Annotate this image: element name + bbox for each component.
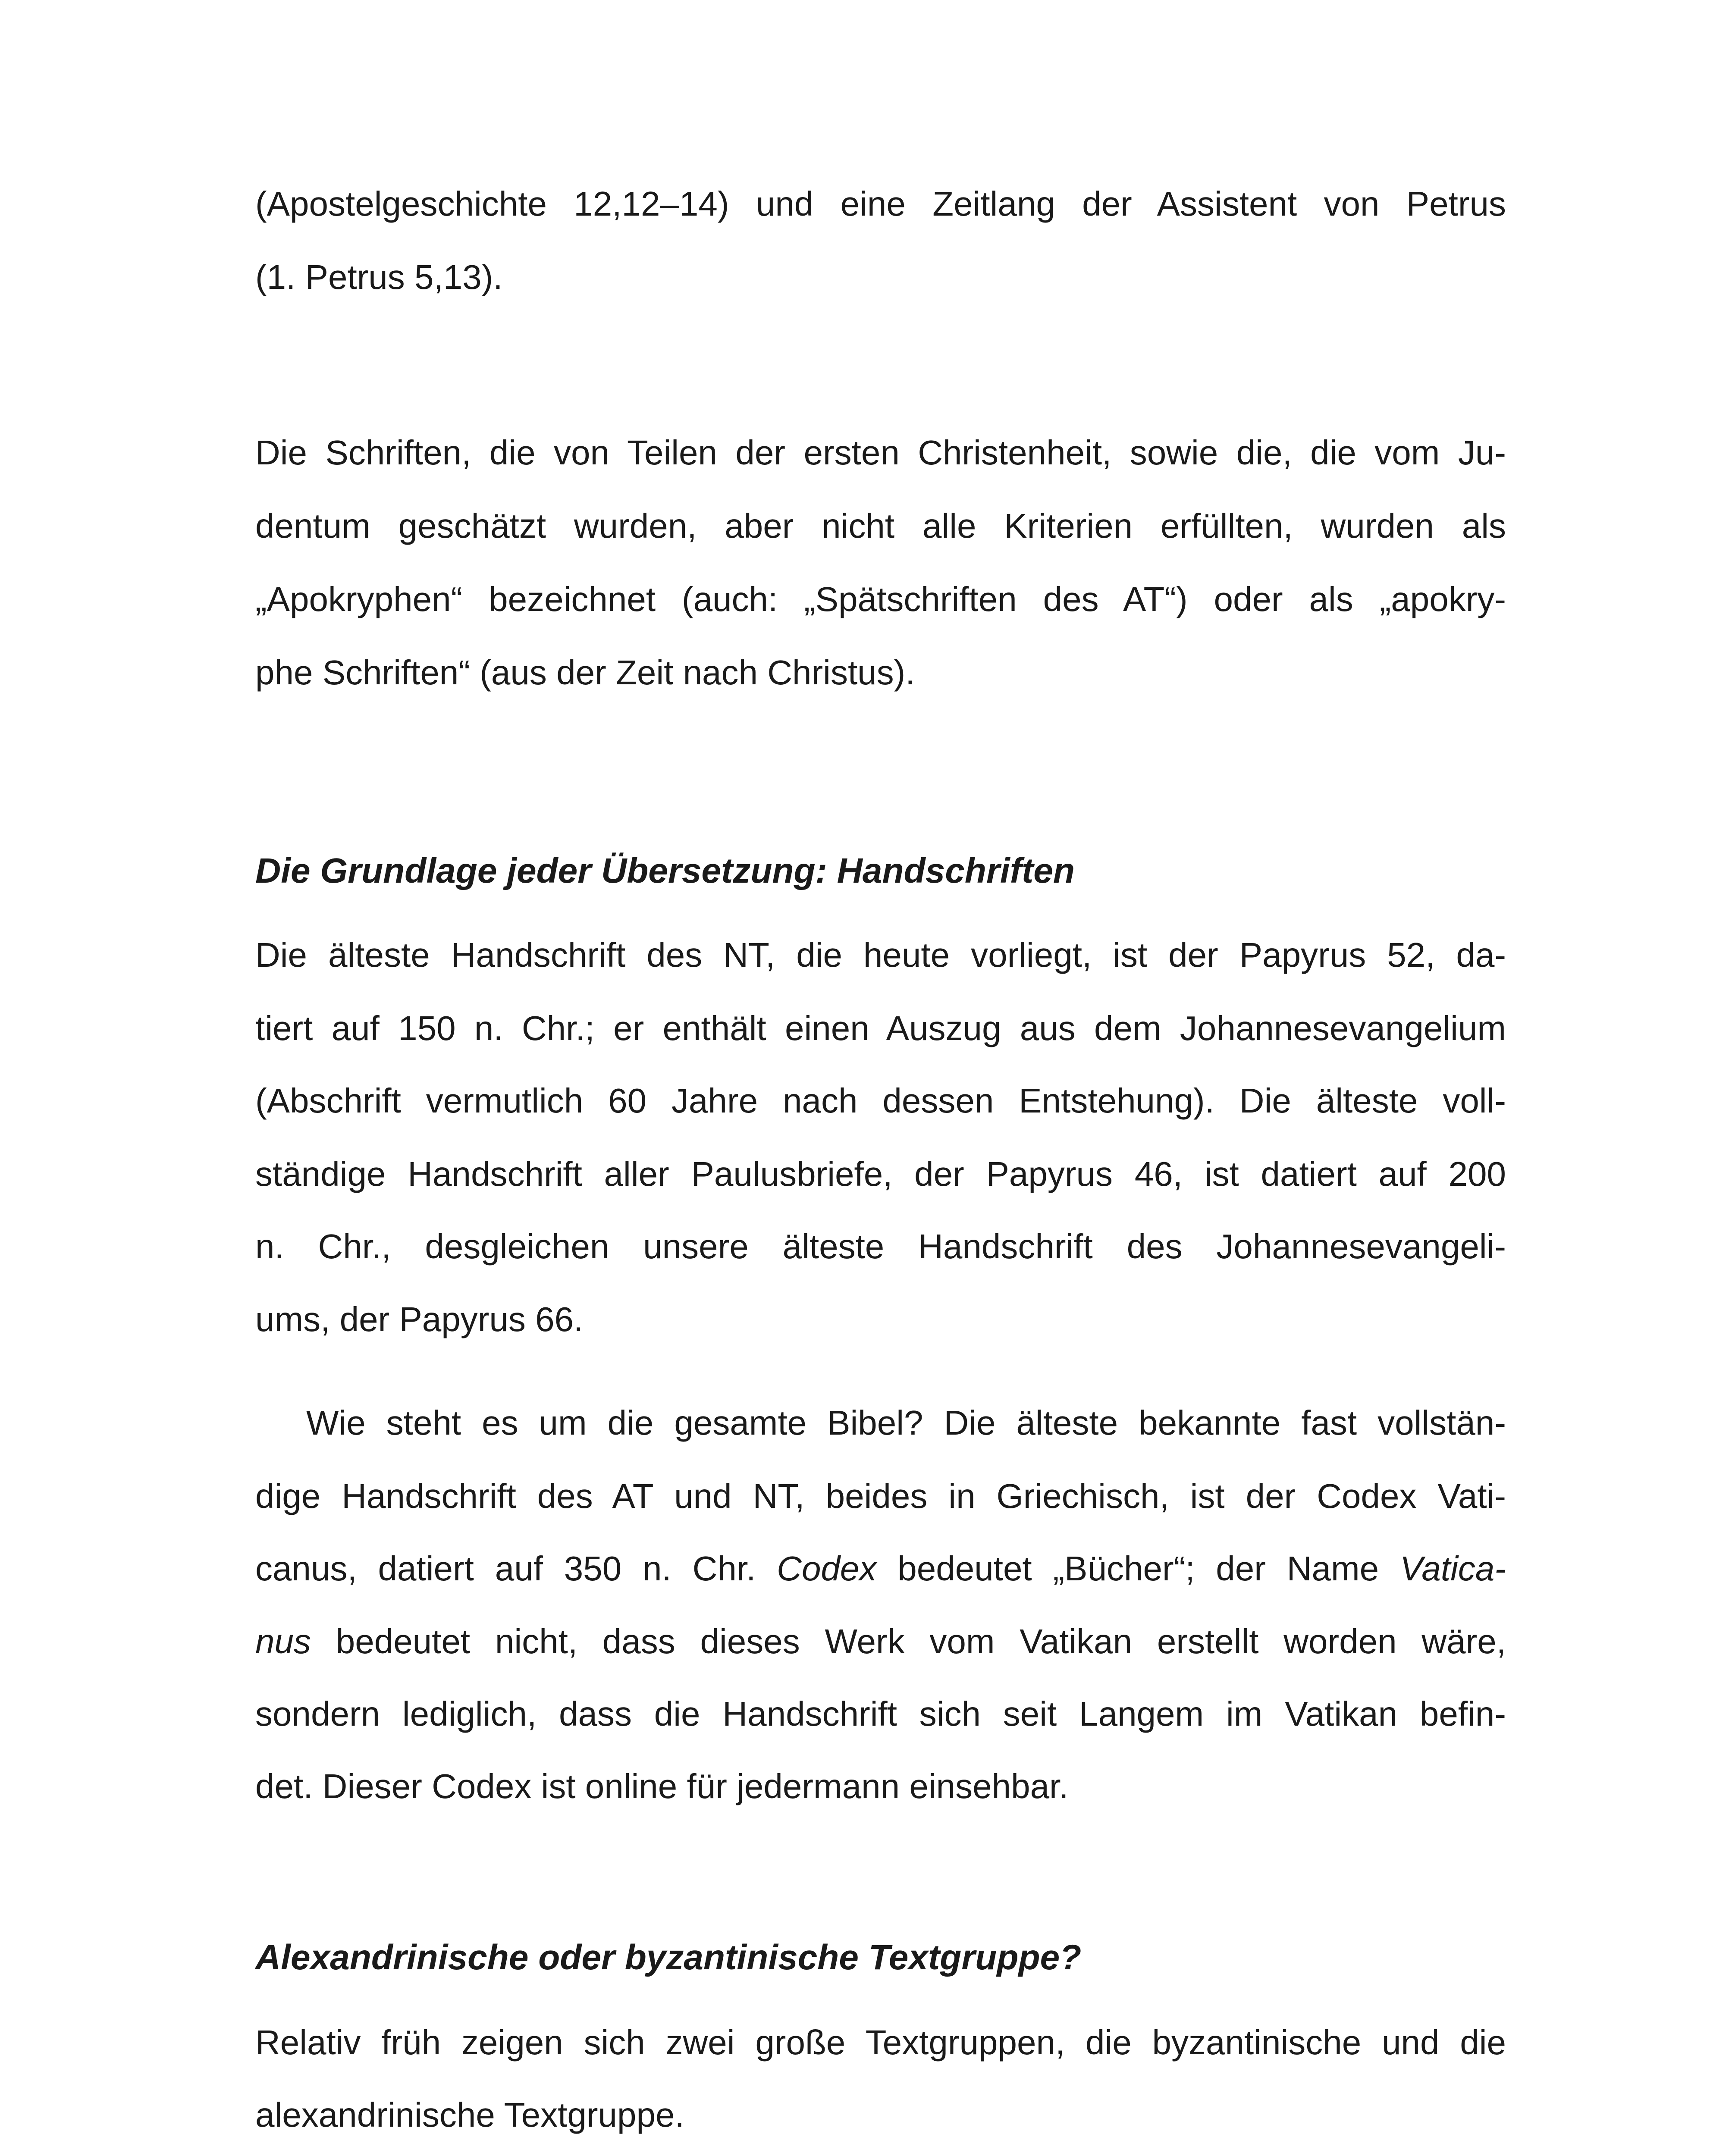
text-run: canus, datiert auf 350 n. Chr. bbox=[255, 1549, 777, 1588]
text-line: tiert auf 150 n. Chr.; er enthält einen Auszug aus dem Johannesevangelium bbox=[255, 1009, 1506, 1047]
text-line: ums, der Papyrus 66. bbox=[255, 1300, 584, 1338]
emphasis-vaticanus: Vatica- bbox=[1400, 1549, 1506, 1588]
text-line: (Apostelgeschichte 12,12–14) und eine Zeitlang der Assistent von Petrus bbox=[255, 185, 1506, 223]
text-line bbox=[255, 1532, 1506, 1605]
text-line: dige Handschrift des AT und NT, beides in Griechisch, ist der Codex Vati- bbox=[255, 1477, 1506, 1515]
text-line: dentum geschätzt wurden, aber nicht alle Kriterien erfüllten, wurden als bbox=[255, 507, 1506, 545]
section-heading: Alexandrinische oder byzantinische Textgruppe? bbox=[255, 1938, 1082, 1977]
text-line: ständige Handschrift aller Paulusbriefe, der Papyrus 46, ist datiert auf 200 bbox=[255, 1155, 1506, 1193]
text-line: Relativ früh zeigen sich zwei große Textgruppen, die byzantinische und die bbox=[255, 2023, 1506, 2062]
text-run: bedeutet nicht, dass dieses Werk vom Vatikan erstellt worden wäre, bbox=[311, 1622, 1506, 1661]
section-heading: Die Grundlage jeder Übersetzung: Handschriften bbox=[255, 851, 1075, 890]
text-line: Die Schriften, die von Teilen der ersten Christenheit, sowie die, die vom Ju- bbox=[255, 433, 1506, 472]
text-line: alexandrinische Textgruppe. bbox=[255, 2096, 684, 2134]
text-line: sondern lediglich, dass die Handschrift sich seit Langem im Vatikan befin- bbox=[255, 1695, 1506, 1733]
emphasis-codex: Codex bbox=[777, 1549, 877, 1588]
text-line: Die älteste Handschrift des NT, die heute vorliegt, ist der Papyrus 52, da- bbox=[255, 936, 1506, 974]
text-line: Wie steht es um die gesamte Bibel? Die älteste bekannte fast vollstän- bbox=[306, 1404, 1506, 1442]
text-line: det. Dieser Codex ist online für jedermann einsehbar. bbox=[255, 1767, 1069, 1805]
text-line: (Abschrift vermutlich 60 Jahre nach dessen Entstehung). Die älteste voll- bbox=[255, 1081, 1506, 1120]
text-line: (1. Petrus 5,13). bbox=[255, 258, 503, 296]
text-line: „Apokryphen“ bezeichnet (auch: „Spätschriften des AT“) oder als „apokry- bbox=[255, 580, 1506, 618]
text-line: phe Schriften“ (aus der Zeit nach Christus). bbox=[255, 653, 915, 692]
text-line bbox=[255, 1605, 1506, 1678]
text-run: bedeutet „Bücher“; der Name bbox=[876, 1549, 1400, 1588]
emphasis-vaticanus: nus bbox=[255, 1622, 311, 1661]
text-line: n. Chr., desgleichen unsere älteste Handschrift des Johannesevangeli- bbox=[255, 1227, 1506, 1266]
